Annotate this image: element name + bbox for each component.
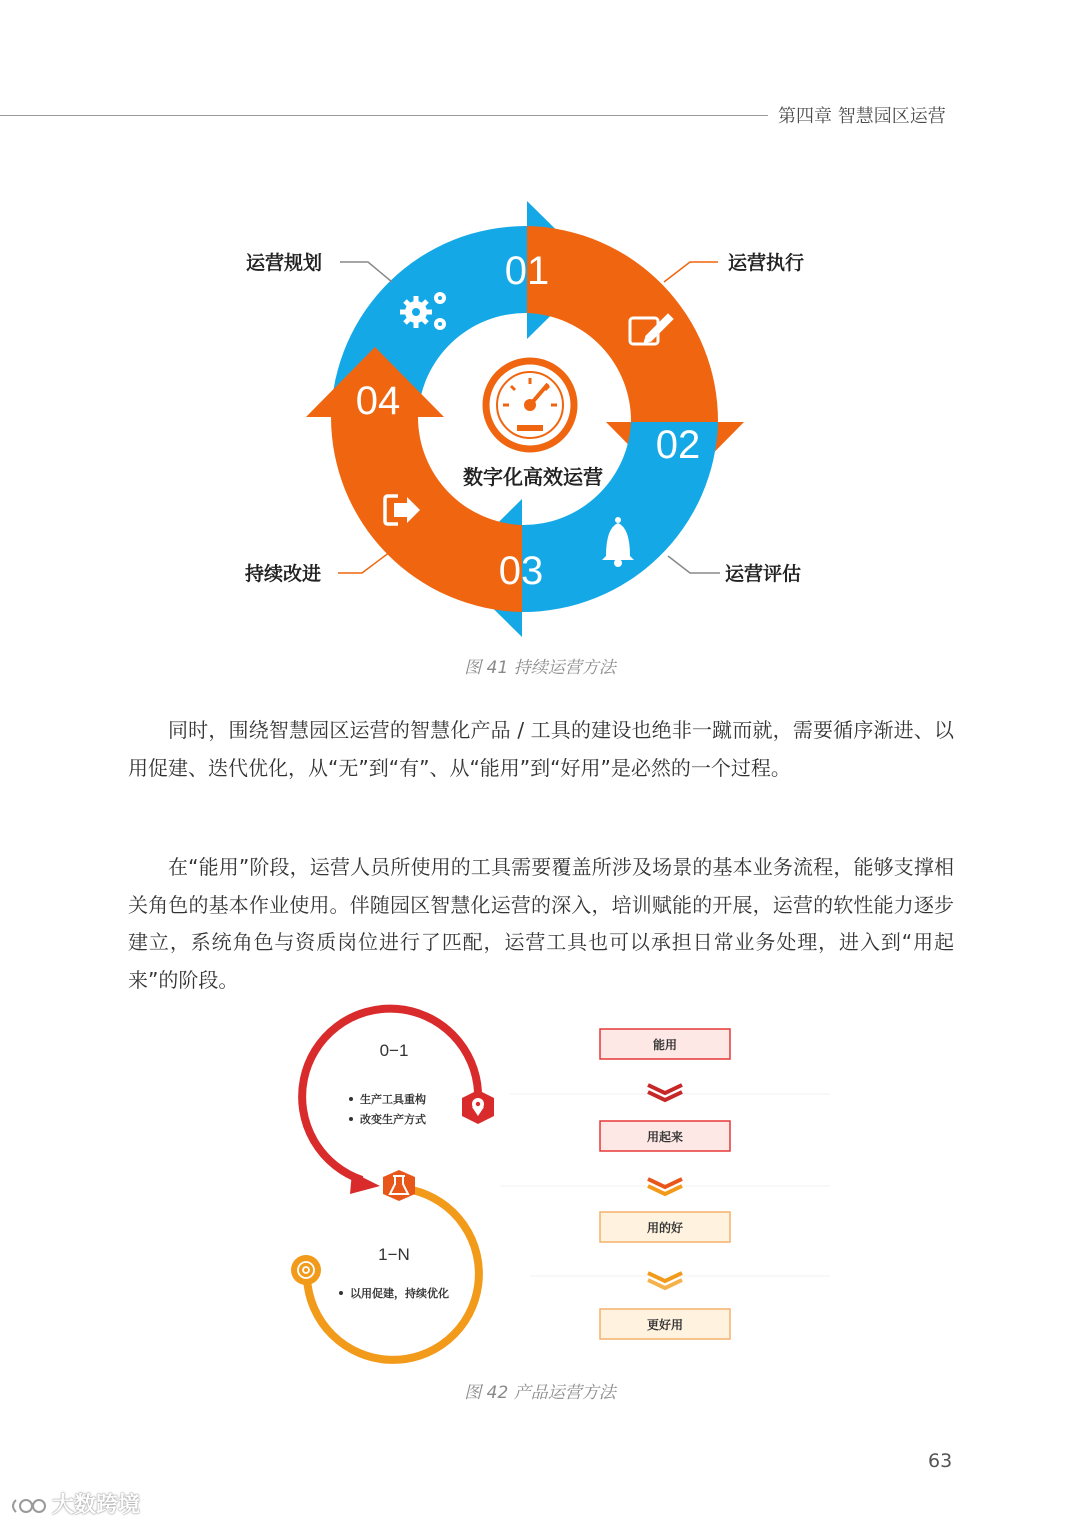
ladder-label-3: 用的好: [646, 1221, 684, 1235]
paragraph-2: 在“能用”阶段，运营人员所使用的工具需要覆盖所涉及场景的基本业务流程，能够支撑相关角色的基本作业使用。伴随园区智慧化运营的深入，培训赋能的开展，运营的软性能力逐步建立，系统角色与资质岗位进行了匹配，运营工具也可以承担日常业务处理，进入到“用起来”的阶段。: [128, 855, 954, 992]
leader-line-02: [664, 262, 718, 282]
stage2-title: 1−N: [378, 1245, 410, 1264]
target-marker: [291, 1255, 321, 1285]
figure-42-caption: 图 42 产品运营方法: [464, 1383, 616, 1403]
ladder-label-1: 能用: [652, 1038, 678, 1052]
step-number-04: 04: [355, 379, 401, 423]
paragraph-1: 同时，围绕智慧园区运营的智慧化产品 / 工具的建设也绝非一蹴而就，需要循序渐进、以用促建、迭代优化，从“无”到“有”、从“能用”到“好用”是必然的一个过程。: [128, 718, 954, 780]
step-label-04: 持续改进: [245, 563, 322, 585]
stage1-bullet-1: 生产工具重构: [360, 1093, 426, 1106]
ladder-label-2: 用起来: [646, 1130, 684, 1144]
ladder-chevron-3a: [648, 1273, 682, 1281]
leader-line-04: [338, 552, 390, 573]
watermark: [8, 1488, 140, 1519]
page-number: 63: [928, 1450, 953, 1472]
gauge-icon: [486, 361, 574, 449]
watermark-logo-icon: [8, 1496, 48, 1516]
stage2-arc: [307, 1190, 479, 1360]
leader-line-01: [340, 262, 392, 282]
step-number-01: 01: [504, 249, 550, 293]
step-label-01: 运营规划: [246, 252, 323, 274]
step-number-02: 02: [655, 423, 701, 467]
flask-marker-hexagon: [383, 1170, 415, 1201]
stage1-bullet-2: 改变生产方式: [360, 1113, 426, 1126]
product-method-diagram: [291, 1009, 830, 1360]
cycle-diagram: [245, 201, 804, 637]
ladder-label-4: 更好用: [646, 1318, 684, 1332]
step-number-03: 03: [498, 549, 544, 593]
figure-41-caption: 图 41 持续运营方法: [464, 658, 616, 678]
stage1-arrowhead: [350, 1172, 380, 1194]
stage2-bullet-1: 以用促建，持续优化: [350, 1287, 449, 1300]
leader-line-03: [668, 556, 720, 573]
chapter-title: 第四章 智慧园区运营: [778, 106, 946, 127]
ladder-chevron-1a: [648, 1085, 682, 1093]
step-label-02: 运营执行: [728, 252, 805, 274]
watermark-text: 大数跨境: [52, 1493, 141, 1518]
stage1-title: 0−1: [379, 1041, 409, 1060]
center-label: 数字化高效运营: [463, 465, 603, 489]
step-label-03: 运营评估: [725, 563, 802, 585]
